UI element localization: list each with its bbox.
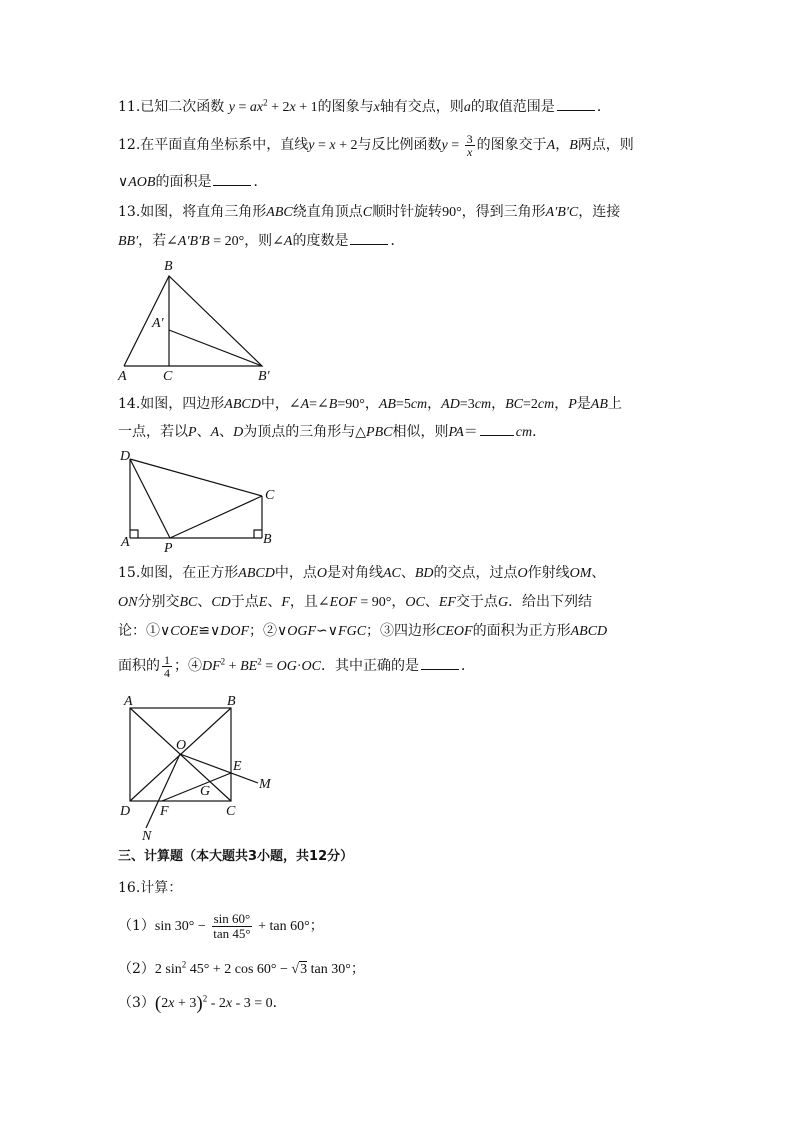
question-12-cont: ∨AOB的面积是 ． bbox=[118, 171, 267, 194]
q16-part-3: $(3)(2x + 3)^2 - 2x - 3 = 0$． bbox=[118, 993, 287, 1014]
question-14-cont: 一点，若以P、A、D为顶点的三角形与△PBC相似，则PA＝ cm． bbox=[118, 421, 546, 444]
label-N: N bbox=[142, 829, 152, 844]
segment-ef bbox=[162, 773, 231, 801]
q11-number: 11. bbox=[118, 99, 141, 115]
label-B-prime: B′ bbox=[258, 369, 270, 384]
q16-part-1: （1）sin 30° − $\frac{\sin 60^\circ}{\tan 45^\circ}$ + tan 60°； bbox=[118, 910, 324, 941]
q16-part-2: （2）2 $\sin^2 45^\circ + 2$ cos 60° − √3 tan 30°； bbox=[118, 959, 365, 977]
label-F: F bbox=[160, 804, 169, 819]
label-A-prime: A′ bbox=[152, 316, 164, 331]
question-16: 16.计算： bbox=[118, 880, 183, 896]
label-D: D bbox=[120, 804, 131, 819]
question-11: 11.已知二次函数 $y = ax^2 + 2x + 1$的图象与x轴有交点，则a的取值范围是 ． bbox=[118, 97, 611, 115]
label-C: C bbox=[265, 488, 275, 503]
question-15: 15.如图，在正方形ABCD中，点O是对角线AC、BD的交点，过点O作射线OM、 bbox=[118, 565, 606, 581]
question-14: 14.如图，四边形ABCD中，∠A=∠B=90°，AB=5cm，AD=3cm，BC=2cm，P是AB上 bbox=[118, 396, 622, 412]
question-15-line2: ON分别交BC、CD于点E、F，且∠EOF = 90°，OC、EF交于点G．给出下列结 bbox=[118, 594, 593, 610]
question-13-cont: BB′，若∠A′B′B = 20°，则∠A的度数是 ． bbox=[118, 230, 404, 253]
label-C: C bbox=[226, 804, 236, 819]
section-3-title: 三、计算题（本大题共3小题，共12分） bbox=[118, 849, 354, 864]
label-G: G bbox=[200, 784, 211, 799]
label-P: P bbox=[164, 541, 173, 556]
label-B: B bbox=[263, 532, 272, 547]
question-12: 12.在平面直角坐标系中，直线y = x + 2与反比例函数y = $\frac{3}{x}$ 的图象交于A，B两点，则 bbox=[118, 131, 634, 159]
label-O: O bbox=[176, 738, 187, 753]
label-B: B bbox=[227, 694, 236, 709]
question-15-line4: 面积的 $\frac{1}{4}$ ；$④DF^2 + BE^2 = OG\cdot OC$．其中正确的是 ． bbox=[118, 652, 475, 680]
question-15-line3: 论：①∨COE≌∨DOF；②∨OGF∽∨FGC；③四边形CEOF的面积为正方形ABCD bbox=[118, 623, 608, 639]
label-B: B bbox=[164, 259, 173, 274]
label-A: A bbox=[121, 535, 130, 550]
question-13: 13.如图，将直角三角形ABC绕直角顶点C顺时针旋转90°，得到三角形A′B′C，连接 bbox=[118, 204, 621, 220]
label-E: E bbox=[233, 759, 242, 774]
ray-om bbox=[180, 754, 258, 783]
label-M: M bbox=[259, 777, 271, 792]
label-D: D bbox=[120, 449, 131, 464]
label-C: C bbox=[163, 369, 173, 384]
label-A: A bbox=[124, 694, 133, 709]
label-A: A bbox=[118, 369, 127, 384]
